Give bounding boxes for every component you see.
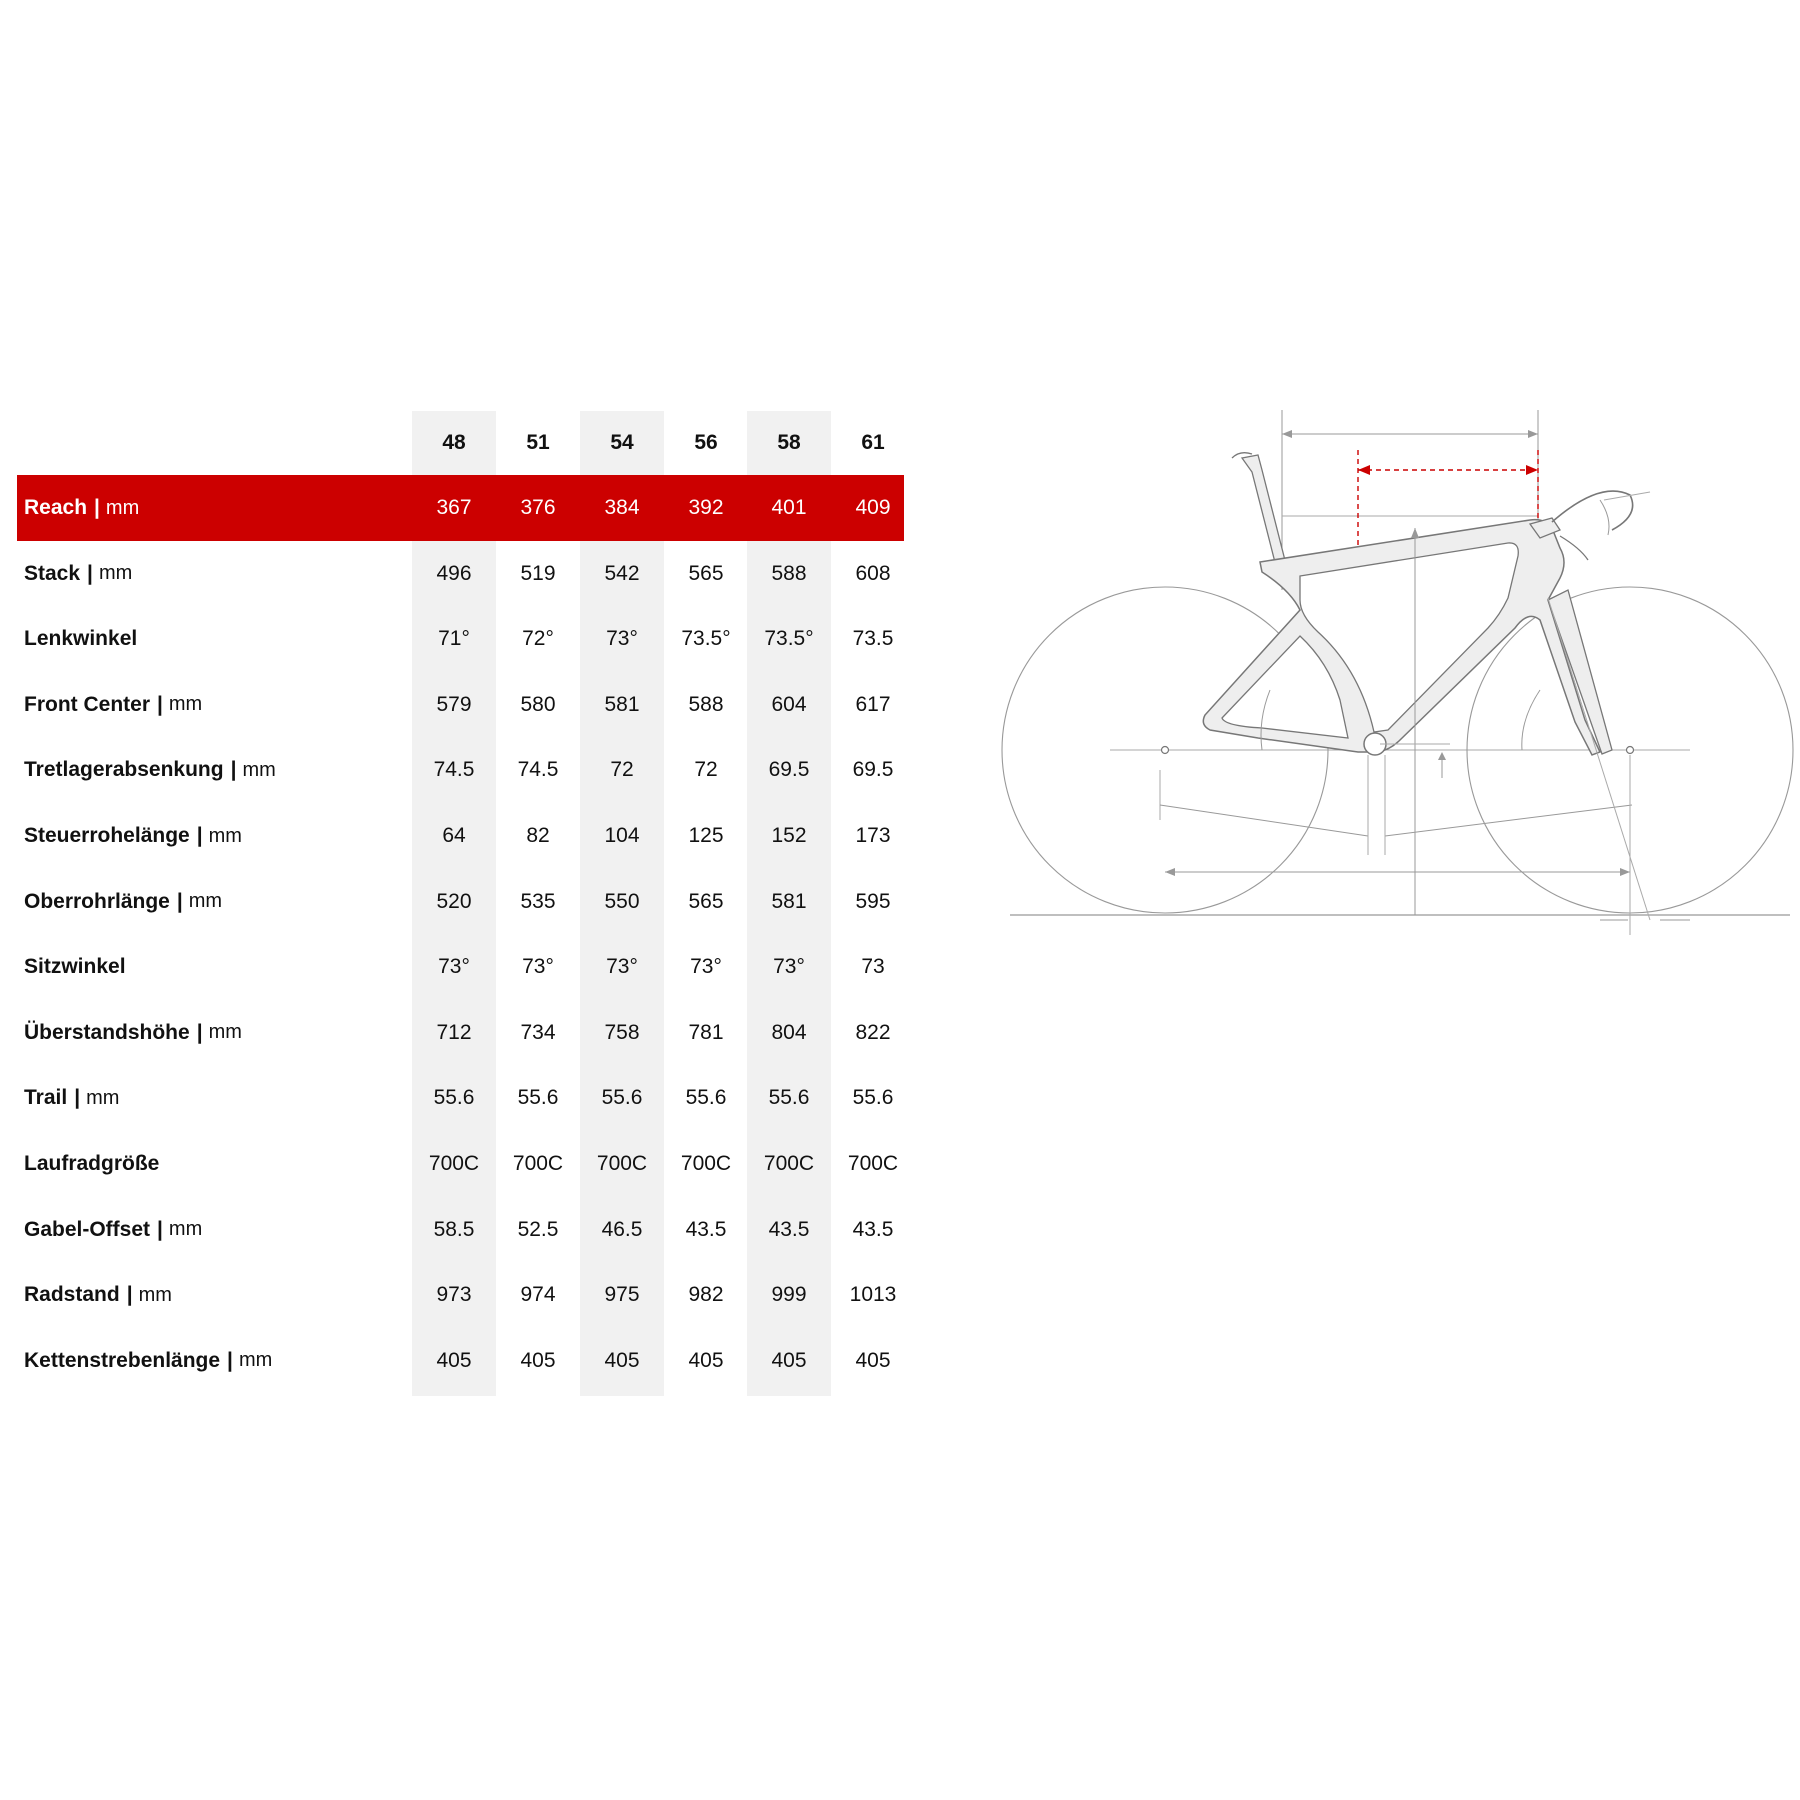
table-row: [17, 672, 904, 738]
table-cell: 64: [442, 824, 466, 847]
table-cell: 595: [855, 889, 891, 913]
row-unit: mm: [168, 1218, 203, 1241]
table-cell: 588: [771, 561, 807, 585]
unit-separator: |: [87, 561, 93, 585]
row-name: Überstandshöhe: [24, 1020, 190, 1044]
row-name: Steuerrohelänge: [24, 824, 190, 847]
table-cell: 581: [771, 889, 807, 913]
table-cell: 1013: [849, 1283, 897, 1307]
table-cell: 700C: [596, 1152, 648, 1175]
table-cell: 74.5: [433, 758, 475, 782]
table-cell: 69.5: [852, 758, 894, 782]
table-cell: 173: [855, 824, 891, 847]
row-unit: mm: [105, 496, 140, 519]
table-cell: 982: [688, 1283, 724, 1307]
row-label: [24, 1262, 172, 1328]
table-cell: 580: [520, 692, 556, 716]
table-row: [17, 1000, 904, 1066]
row-label: [24, 606, 137, 672]
table-cell: 617: [855, 692, 891, 716]
row-unit: mm: [98, 562, 133, 585]
table-row: [17, 803, 904, 869]
table-cell: 405: [855, 1348, 891, 1372]
table-cell: 73.5: [852, 627, 894, 651]
table-cell: 73°: [773, 955, 805, 979]
row-label: [24, 803, 242, 869]
rear-axle: [1162, 747, 1169, 754]
unit-separator: |: [157, 692, 163, 716]
table-cell: 405: [520, 1348, 556, 1372]
row-label: [24, 672, 202, 738]
unit-separator: |: [230, 758, 237, 782]
unit-separator: |: [196, 824, 203, 847]
table-row: [17, 1197, 904, 1263]
row-name: Gabel-Offset: [24, 1217, 151, 1241]
table-cell: 700C: [680, 1152, 732, 1175]
table-cell: 700C: [512, 1152, 564, 1175]
table-cell: 999: [771, 1283, 807, 1307]
table-cell: 73°: [522, 955, 554, 979]
row-unit: mm: [138, 1283, 172, 1306]
table-cell: 392: [688, 496, 724, 519]
table-cell: 69.5: [768, 758, 810, 782]
row-label: [24, 1328, 272, 1394]
table-cell: 712: [436, 1020, 472, 1044]
table-cell: 376: [520, 496, 556, 519]
table-cell: 542: [604, 561, 640, 585]
row-unit: mm: [208, 824, 242, 847]
table-cell: 73°: [606, 955, 638, 979]
size-header: 56: [694, 431, 718, 454]
table-cell: 72: [694, 758, 718, 782]
row-label: [24, 737, 276, 803]
row-name: Oberrohrlänge: [24, 889, 170, 913]
table-cell: 73.5°: [764, 627, 814, 651]
table-cell: 700C: [428, 1152, 480, 1175]
table-cell: 581: [604, 692, 640, 716]
table-cell: 409: [855, 496, 891, 519]
table-cell: 700C: [763, 1152, 815, 1175]
row-label: [24, 934, 126, 1000]
size-header: 58: [777, 431, 801, 454]
table-cell: 55.6: [768, 1086, 810, 1110]
table-row: [17, 606, 904, 672]
table-cell: 973: [436, 1283, 472, 1307]
table-cell: 804: [771, 1020, 807, 1044]
table-cell: 55.6: [517, 1086, 559, 1110]
table-cell: 604: [771, 692, 807, 716]
table-cell: 72: [610, 758, 634, 782]
table-cell: 46.5: [601, 1217, 643, 1241]
row-name: Radstand: [24, 1283, 120, 1307]
table-row: [17, 934, 904, 1000]
table-cell: 519: [520, 561, 556, 585]
unit-separator: |: [196, 1020, 203, 1044]
unit-separator: |: [227, 1348, 233, 1372]
row-label: [24, 1197, 202, 1263]
table-cell: 55.6: [601, 1086, 643, 1110]
table-row: [17, 869, 904, 935]
row-label: [24, 869, 222, 935]
row-label: [24, 541, 132, 607]
table-cell: 550: [604, 889, 640, 913]
row-name: Stack: [24, 561, 81, 585]
table-cell: 152: [771, 824, 807, 847]
table-cell: 74.5: [517, 758, 559, 782]
unit-separator: |: [176, 889, 183, 913]
row-name: Kettenstrebenlänge: [24, 1348, 221, 1372]
table-cell: 43.5: [768, 1217, 810, 1241]
table-row: [17, 1262, 904, 1328]
row-unit: mm: [188, 890, 223, 913]
row-label: [24, 475, 139, 541]
row-name: Lenkwinkel: [24, 627, 138, 651]
table-row: [17, 541, 904, 607]
table-cell: 71°: [438, 627, 470, 651]
table-row: [17, 1131, 904, 1197]
table-cell: 82: [526, 824, 550, 847]
table-cell: 974: [520, 1283, 556, 1307]
row-name: Sitzwinkel: [24, 955, 126, 979]
table-cell: 55.6: [852, 1086, 894, 1110]
table-cell: 405: [688, 1348, 724, 1372]
row-name: Front Center: [24, 692, 150, 716]
table-cell: 72°: [522, 627, 554, 651]
table-cell: 73: [861, 955, 885, 979]
unit-separator: |: [94, 496, 100, 519]
table-cell: 405: [436, 1348, 472, 1372]
row-unit: mm: [238, 1349, 273, 1372]
row-name: Laufradgröße: [24, 1152, 160, 1175]
dim-line: [1385, 805, 1632, 836]
table-cell: 367: [436, 496, 472, 519]
table-row: [17, 1065, 904, 1131]
table-cell: 758: [604, 1020, 640, 1044]
unit-separator: |: [157, 1217, 163, 1241]
size-header: 48: [442, 431, 466, 454]
table-cell: 405: [771, 1348, 807, 1372]
table-cell: 73°: [690, 955, 722, 979]
table-row: [17, 475, 904, 541]
table-row: [17, 1328, 904, 1394]
table-cell: 58.5: [433, 1217, 475, 1241]
table-row: [17, 737, 904, 803]
table-cell: 822: [855, 1020, 891, 1044]
front-axle: [1627, 747, 1634, 754]
table-cell: 975: [604, 1283, 640, 1307]
table-cell: 496: [436, 561, 472, 585]
table-cell: 700C: [847, 1152, 899, 1175]
row-unit: mm: [208, 1021, 242, 1044]
table-cell: 520: [436, 889, 472, 913]
table-cell: 535: [520, 889, 556, 913]
table-cell: 125: [688, 824, 724, 847]
row-name: Reach: [24, 496, 88, 519]
table-cell: 55.6: [685, 1086, 727, 1110]
unit-separator: |: [74, 1086, 81, 1110]
frame-geometry-diagram: [1000, 400, 1800, 960]
size-header: 54: [610, 431, 634, 454]
table-cell: 43.5: [685, 1217, 727, 1241]
table-cell: 401: [771, 496, 807, 519]
table-cell: 579: [436, 692, 472, 716]
table-cell: 55.6: [433, 1086, 475, 1110]
table-cell: 73.5°: [681, 627, 731, 651]
row-unit: mm: [168, 693, 203, 716]
table-cell: 104: [604, 824, 640, 847]
row-unit: mm: [86, 1086, 120, 1109]
unit-separator: |: [126, 1283, 133, 1307]
row-unit: mm: [242, 758, 276, 781]
table-cell: 565: [688, 561, 724, 585]
table-cell: 588: [688, 692, 724, 716]
row-label: [24, 1065, 119, 1131]
table-cell: 781: [688, 1020, 724, 1044]
table-cell: 43.5: [852, 1217, 894, 1241]
row-name: Tretlagerabsenkung: [24, 758, 224, 782]
row-label: [24, 1000, 242, 1066]
size-header: 61: [861, 431, 885, 454]
row-name: Trail: [24, 1086, 68, 1110]
table-cell: 73°: [606, 627, 638, 651]
table-cell: 734: [520, 1020, 556, 1044]
table-cell: 384: [604, 496, 640, 519]
table-cell: 608: [855, 561, 891, 585]
dim-line: [1160, 805, 1368, 836]
table-cell: 73°: [438, 955, 470, 979]
table-cell: 565: [688, 889, 724, 913]
table-cell: 405: [604, 1348, 640, 1372]
row-label: [24, 1131, 159, 1197]
table-cell: 52.5: [517, 1217, 559, 1241]
size-header: 51: [526, 431, 550, 454]
